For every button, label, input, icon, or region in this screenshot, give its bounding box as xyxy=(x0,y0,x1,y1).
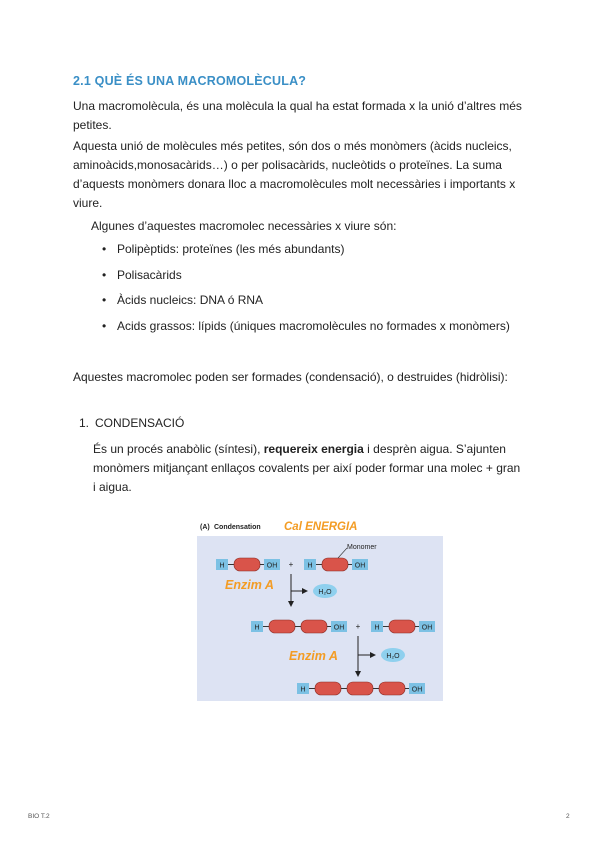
text-line: d’aquests monòmers donara lloc a macromolècules molt necessàries i importants x xyxy=(73,177,516,191)
paragraph-formation: Aquestes macromolec poden ser formades (condensació), o destruides (hidròlisi): xyxy=(73,370,508,384)
monomer xyxy=(389,620,415,633)
text-line: i aigua. xyxy=(93,480,132,494)
footer-label: BIO T.2 xyxy=(28,813,50,820)
text-line: viure. xyxy=(73,196,103,210)
text-line: Una macromolècula, és una molècula la qual ha estat formada x la unió d’altres més xyxy=(73,99,522,113)
text-line: petites. xyxy=(73,118,112,132)
oh-label: OH xyxy=(421,624,433,632)
condensation-title: CONDENSACIÓ xyxy=(95,416,185,430)
h-label: H xyxy=(219,562,225,570)
plus-sign: + xyxy=(355,622,361,631)
monomer xyxy=(379,682,405,695)
monomer-label: Monomer xyxy=(347,544,377,551)
list-item: • Àcids nucleics: DNA ó RNA xyxy=(100,291,510,317)
oh-label: OH xyxy=(266,562,278,570)
monomer xyxy=(301,620,327,633)
h-label: H xyxy=(254,624,260,632)
enzyme-label: Enzim A xyxy=(225,578,274,592)
list-item: • Polipèptids: proteïnes (les més abundants) xyxy=(100,240,510,266)
monomer xyxy=(269,620,295,633)
oh-label: OH xyxy=(333,624,345,632)
monomer xyxy=(322,558,348,571)
monomer xyxy=(234,558,260,571)
list-item: • Acids grassos: lípids (úniques macromolècules no formades x monòmers) xyxy=(100,317,510,343)
text-line: aminoàcids,monosacàrids…) o per polisacàrids, nucleòtids o proteïnes. La suma xyxy=(73,158,502,172)
text-span: És un procés anabòlic (síntesi), xyxy=(93,442,264,456)
enzyme-label: Enzim A xyxy=(289,649,338,663)
condensation-diagram xyxy=(197,516,443,701)
text-line: Aquesta unió de molècules més petites, són dos o més monòmers (àcids nucleics, xyxy=(73,139,512,153)
h-label: H xyxy=(374,624,380,632)
h-label: H xyxy=(307,562,313,570)
list-number: 1. xyxy=(79,416,90,430)
list-item: • Polisacàrids xyxy=(100,266,510,292)
diagram-background xyxy=(197,536,443,701)
numbered-heading-condensation xyxy=(79,416,184,430)
panel-title: Condensation xyxy=(214,524,261,531)
plus-sign: + xyxy=(288,560,294,569)
monomer xyxy=(315,682,341,695)
page-number: 2 xyxy=(566,813,570,820)
bold-text: requereix energia xyxy=(263,442,364,456)
section-heading: 2.1 QUÈ ÉS UNA MACROMOLÈCULA? xyxy=(73,74,307,88)
water-label: H₂O xyxy=(318,589,332,596)
energy-label: Cal ENERGIA xyxy=(284,521,358,533)
condensation-description xyxy=(93,440,533,497)
oh-label: OH xyxy=(411,686,423,694)
text-line: monòmers mitjançant enllaços covalents per així poder formar una molec + gran xyxy=(93,461,521,475)
panel-label: (A) xyxy=(200,524,210,531)
macromolecule-list xyxy=(100,240,510,342)
h-label: H xyxy=(300,686,306,694)
oh-label: OH xyxy=(354,562,366,570)
text-line xyxy=(93,440,533,459)
paragraph-definition xyxy=(73,97,533,135)
paragraph-intro-list: Algunes d’aquestes macromolec necessàries x viure són: xyxy=(91,219,397,233)
paragraph-monomers xyxy=(73,137,533,213)
text-span: i desprèn aigua. S’ajunten xyxy=(363,442,506,456)
water-label: H₂O xyxy=(386,653,400,660)
monomer xyxy=(347,682,373,695)
